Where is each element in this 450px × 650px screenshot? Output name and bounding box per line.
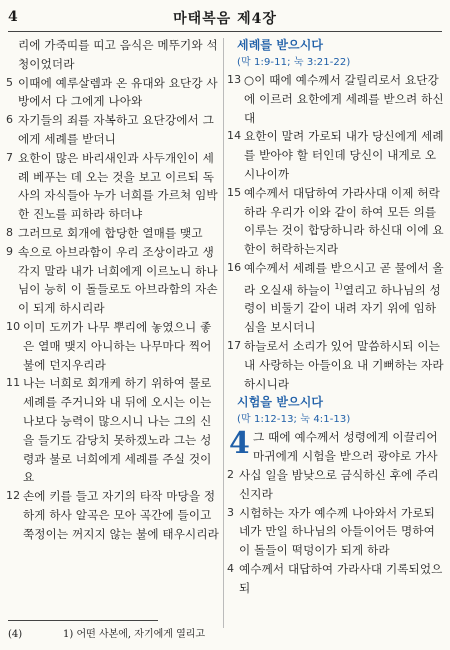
verse-number: 13 [227, 73, 242, 86]
verse-11: 11 나는 너희로 회개케 하기 위하여 물로 세례를 주거니와 내 뒤에 오시는 이는 나보다 능력이 많으시니 나는 그의 신을 들기도 감당치 못하겠노라 그는 성령과 불로 너희에게 세례를 주실 것이요 [6, 376, 212, 485]
header-rule [8, 31, 442, 32]
verse-10: 10 이미 도끼가 나무 뿌리에 놓였으니 좋은 열매 맺지 아니하는 나무마다 찍어 불에 던지우리라 [6, 319, 212, 372]
verse-number: 10 [6, 319, 21, 333]
section-heading-temptation: 시험을 받으시다 [237, 395, 324, 410]
chapter-4-verse-1: 4 그 때에 예수께서 성령에게 이끌리어 마귀에게 시험을 받으러 광야로 가사 [229, 426, 438, 464]
verse-13: 13 ○이 때에 예수께서 갈릴리로서 요단강에 이르러 요한에게 세례를 받으려 하신대 [227, 73, 444, 125]
verse-number: 4 [227, 561, 235, 575]
verse-number: 5 [6, 75, 14, 89]
cross-reference: (막 1:12-13; 눅 4:1-13) [237, 414, 351, 426]
verse-number: 8 [6, 225, 14, 239]
verse-number: 15 [227, 185, 242, 199]
verse-number: 14 [227, 129, 242, 143]
page-header [0, 0, 450, 34]
verse-8: 8 그러므로 회개에 합당한 열매를 맺고 [6, 224, 220, 243]
chapter-4-verse-2: 2 사십 일을 밤낮으로 금식하신 후에 주리신지라 [227, 468, 439, 501]
verse-number: 12 [6, 489, 21, 503]
verse-6: 6 자기들의 죄를 자복하고 요단강에서 그에게 세례를 받더니 [6, 113, 214, 146]
verse-number: 6 [6, 113, 14, 127]
verse-7: 7 요한이 많은 바리새인과 사두개인이 세례 베푸는 데 오는 것을 보고 이르되 독사의 자식들아 누가 너희를 가르쳐 임박한 진노를 피하라 하더냐 [6, 150, 218, 222]
verse-15: 15 예수께서 대답하여 가라사대 이제 허락하라 우리가 이와 같이 하여 모든 의를 이루는 것이 합당하니라 하신대 이에 요한이 허락하는지라 [227, 185, 444, 257]
verse-number: 17 [227, 339, 242, 353]
verse-number: 7 [6, 150, 14, 164]
cross-reference: (막 1:9-11; 눅 3:21-22) [237, 57, 351, 68]
chapter-number: 4 [229, 426, 250, 462]
book-chapter-title: 마태복음 제4장 [173, 11, 277, 27]
right-column [227, 36, 445, 598]
left-column [6, 36, 220, 544]
verse-number: 3 [227, 505, 235, 519]
section-heading-baptism: 세례를 받으시다 [237, 38, 324, 52]
footnote [8, 625, 205, 640]
footnote-text: 1) 어떤 사본에, 자기에게 열리고 [63, 629, 206, 640]
verse-5: 5 이때에 예루살렘과 온 유대와 요단강 사방에서 다 그에게 나아와 [6, 75, 218, 109]
footnote-marker: 1) [334, 281, 343, 291]
footnote-page-label: (4) [8, 629, 23, 640]
verse-14: 14 요한이 말려 가로되 내가 당신에게 세례를 받아야 할 터인데 당신이 내게로 오시나이까 [227, 129, 444, 181]
verse-16: 16 예수께서 세례를 받으시고 곧 물에서 올라 오실새 하늘이 $^{1)}$열리고 하나님의 성령이 비둘기 같이 내려 자기 위에 임하심을 보시더니 [227, 260, 444, 335]
page-number: 4 [8, 9, 18, 25]
verse-number: 9 [6, 244, 14, 258]
verse-17: 17 하늘로서 소리가 있어 말씀하시되 이는 내 사랑하는 아들이요 내 기뻐하는 자라 하시니라 [227, 339, 444, 391]
column-divider [223, 38, 224, 628]
verse-number: 11 [6, 376, 21, 390]
verse-number: 2 [227, 468, 235, 481]
footnote-rule [8, 620, 158, 621]
chapter-4-verse-4: 4 예수께서 대답하여 가라사대 기록되었으되 [227, 561, 443, 595]
verse-9: 9 속으로 아브라함이 우리 조상이라고 생각지 말라 내가 너희에게 이르노니 하나님이 능히 이 돌들로도 아브라함의 자손이 되게 하시리라 [6, 244, 218, 316]
verse-number: 16 [227, 260, 242, 274]
chapter-4-verse-3: 3 시험하는 자가 예수께 나아와서 가로되 네가 만일 하나님의 아들이어든 명하여 이 돌들이 떡덩이가 되게 하라 [227, 505, 435, 558]
verse-12: 12 손에 키를 들고 자기의 타작 마당을 정하게 하사 알곡은 모아 곡간에 들이고 쭉정이는 꺼지지 않는 불에 태우시리라 [6, 489, 219, 541]
verse-continuation: 리에 가죽띠를 띠고 음식은 메뚜기와 석청이었더라 [18, 38, 218, 71]
